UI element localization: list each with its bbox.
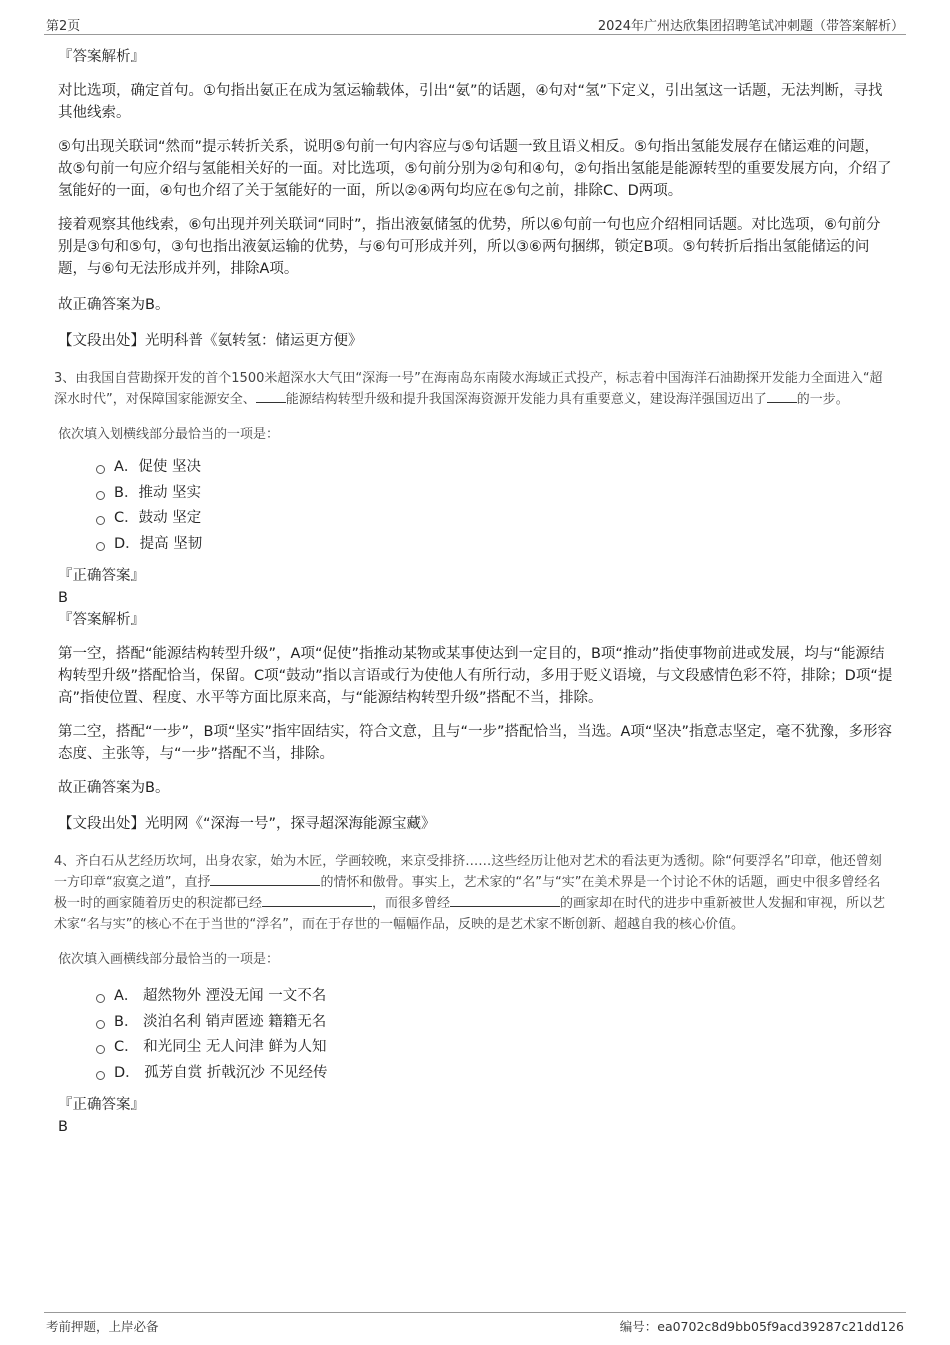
fill-blank — [450, 893, 560, 907]
answer-options — [96, 984, 893, 1086]
option-a[interactable]: A． 促使 坚决 — [96, 455, 893, 481]
question-2-analysis — [58, 46, 893, 352]
answer-options — [96, 455, 893, 557]
fill-blank — [210, 872, 320, 886]
analysis-paragraph: 第二空，搭配“一步”，B项“坚实”指牢固结实，符合文意，且与“一步”搭配恰当，当选。A项“坚决”指意志坚定，毫不犹豫，多形容态度、主张等，与“一步”搭配不当，排除。 — [58, 724, 892, 762]
analysis-heading: 『答案解析』 — [58, 49, 145, 65]
question-stem: 3、由我国自营勘探开发的首个1500米超深水大气田“深海一号”在海南岛东南陵水海域正式投产，标志着中国海洋石油勘探开发能力全面进入“超深水时代”，对保障国家能源安全、 能源结构转型升级和提升我国深海资源开发能力具有重要意义，建设海洋强国迈出了 的一步。 — [54, 371, 883, 407]
question-prompt: 依次填入画横线部分最恰当的一项是： — [58, 952, 280, 967]
option-c[interactable]: C． 和光同尘 无人问津 鲜为人知 — [96, 1035, 893, 1061]
page-header — [44, 14, 906, 35]
radio-icon[interactable] — [96, 491, 105, 500]
option-b[interactable]: B． 推动 坚实 — [96, 481, 893, 507]
analysis-paragraph: 接着观察其他线索，⑥句出现并列关联词“同时”，指出液氨储氢的优势，所以⑥句前一句也应介绍相同话题。对比选项，⑥句前分别是③句和⑤句，③句也指出液氨运输的优势，与⑥句可形成并列，所以③⑥两句捆绑，锁定B项。⑤句转折后指出氢能储运的问题，与⑥句无法形成并列，排除A项。 — [58, 217, 881, 277]
correct-answer: B — [58, 590, 68, 606]
option-c[interactable]: C． 鼓动 坚定 — [96, 506, 893, 532]
correct-answer-heading: 『正确答案』 — [58, 568, 145, 584]
fill-blank — [767, 389, 797, 403]
page-number: 第2页 — [46, 19, 81, 34]
radio-icon[interactable] — [96, 1020, 105, 1029]
fill-blank — [256, 389, 286, 403]
document-title: 2024年广州达欣集团招聘笔试冲刺题（带答案解析） — [597, 19, 904, 34]
question-stem: 4、齐白石从艺经历坎坷，出身农家，始为木匠，学画较晚，来京受排挤……这些经历让他对艺术的看法更为透彻。除“何要浮名”印章，他还曾刻一方印章“寂寞之道”，直抒 的情怀和傲骨。事实上，艺术家的“名”与“实”在美术界是一个讨论不休的话题，画史中很多曾经名极一时的画家随着历史的积淀都已经 ，而很多曾经 的画家却在时代的进步中重新被世人发掘和审视，所以艺术家“名与实”的核心不在于当世的“浮名”，而在于存世的一幅幅作品，反映的是艺术家不断创新、超越自我的核心价值。 — [54, 854, 886, 932]
radio-icon[interactable] — [96, 994, 105, 1003]
radio-icon[interactable] — [96, 1071, 105, 1080]
analysis-paragraph: 对比选项，确定首句。①句指出氨正在成为氢运输载体，引出“氨”的话题，④句对“氢”下定义，引出氢这一话题，无法判断，寻找其他线索。 — [58, 83, 883, 121]
analysis-paragraph: 第一空，搭配“能源结构转型升级”，A项“促使”指推动某物或某事使达到一定目的，B项“推动”指使事物前进或发展，均与“能源结构转型升级”搭配恰当，保留。C项“鼓动”指以言语或行为使他人有所行动，多用于贬义语境，与文段感情色彩不符，排除；D项“提高”指使位置、程度、水平等方面比原来高，与“能源结构转型升级”搭配不当，排除。 — [58, 646, 893, 706]
radio-icon[interactable] — [96, 1045, 105, 1054]
option-a[interactable]: A． 超然物外 湮没无闻 一文不名 — [96, 984, 893, 1010]
correct-answer: B — [58, 1119, 68, 1135]
radio-icon[interactable] — [96, 465, 105, 474]
footer-slogan: 考前押题，上岸必备 — [46, 1319, 159, 1334]
question-4 — [54, 851, 893, 1138]
answer-conclusion: 故正确答案为B。 — [58, 780, 170, 796]
option-d[interactable]: D． 提高 坚韧 — [96, 532, 893, 558]
page-footer — [44, 1312, 906, 1335]
question-3 — [54, 368, 893, 835]
question-prompt: 依次填入划横线部分最恰当的一项是： — [58, 427, 280, 442]
option-b[interactable]: B． 淡泊名利 销声匿迹 籍籍无名 — [96, 1010, 893, 1036]
text-source: 【文段出处】光明科普《氨转氢：储运更方便》 — [58, 333, 363, 349]
radio-icon[interactable] — [96, 516, 105, 525]
option-d[interactable]: D． 孤芳自赏 折戟沉沙 不见经传 — [96, 1061, 893, 1087]
text-source: 【文段出处】光明网《“深海一号”，探寻超深海能源宝藏》 — [58, 816, 436, 832]
fill-blank — [262, 893, 372, 907]
correct-answer-heading: 『正确答案』 — [58, 1097, 145, 1113]
page-content — [54, 46, 893, 1138]
radio-icon[interactable] — [96, 542, 105, 551]
answer-conclusion: 故正确答案为B。 — [58, 297, 170, 313]
document-code: 编号：ea0702c8d9bb05f9acd39287c21dd126 — [619, 1319, 904, 1334]
analysis-paragraph: ⑤句出现关联词“然而”提示转折关系，说明⑤句前一句内容应与⑤句话题一致且语义相反。⑤句指出氢能发展存在储运难的问题，故⑤句前一句应介绍与氢能相关好的一面。对比选项，⑤句前分别为②句和④句，②句指出氢能是能源转型的重要发展方向，介绍了氢能好的一面，④句也介绍了关于氢能好的一面，所以②④两句均应在⑤句之前，排除C、D两项。 — [58, 139, 892, 199]
analysis-heading: 『答案解析』 — [58, 612, 145, 628]
